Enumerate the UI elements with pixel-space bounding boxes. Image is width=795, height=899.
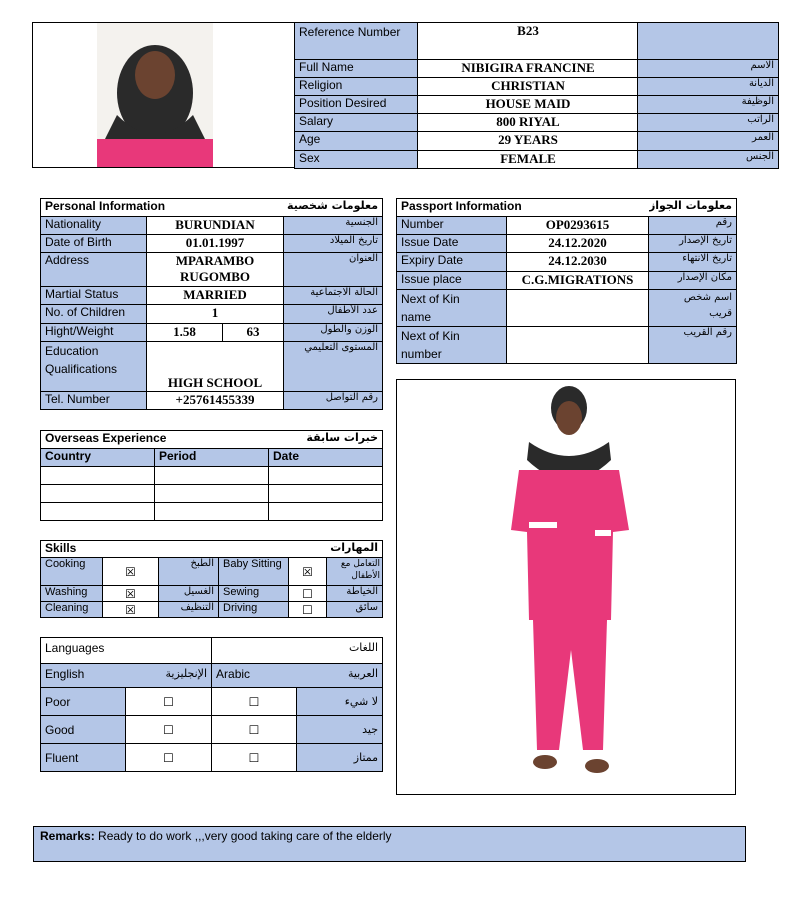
arabic-label-ar: العربية <box>297 664 383 688</box>
address-label: Address <box>41 253 147 287</box>
passport-number-label: Number <box>397 217 507 235</box>
nationality-label-ar: الجنسية <box>284 217 383 235</box>
passport-number-label-ar: رقم <box>649 217 737 235</box>
skill-babysitting-label-ar: التعامل مع الأطفال <box>327 558 383 586</box>
lang-good-label: Good <box>41 716 126 744</box>
tel-value: +25761455339 <box>147 392 284 410</box>
languages-title-ar: اللغات <box>212 638 383 664</box>
children-value: 1 <box>147 305 284 324</box>
skill-sewing-checkbox: ☐ <box>289 586 327 602</box>
religion-label: Religion <box>295 78 418 96</box>
kin-number-label <box>397 327 507 364</box>
overseas-cell <box>41 503 155 521</box>
education-label-ar: المستوى التعليمي <box>284 342 383 392</box>
lang-poor-label: Poor <box>41 688 126 716</box>
english-poor-checkbox: ☐ <box>126 688 212 716</box>
passport-title-ar: معلومات الجواز <box>649 199 737 217</box>
remarks-box <box>33 826 746 862</box>
marital-value: MARRIED <box>147 287 284 305</box>
skill-cooking-label: Cooking <box>41 558 103 586</box>
kin-name-label-ar <box>649 290 737 327</box>
overseas-cell <box>269 503 383 521</box>
salary-label-ar: الراتب <box>638 114 779 132</box>
children-label: No. of Children <box>41 305 147 324</box>
tel-label-ar: رقم التواصل <box>284 392 383 410</box>
skill-sewing-label: Sewing <box>219 586 289 602</box>
overseas-cell <box>41 485 155 503</box>
expiry-date-label: Expiry Date <box>397 253 507 272</box>
passport-title: Passport Information <box>397 199 649 217</box>
skill-washing-label: Washing <box>41 586 103 602</box>
skill-sewing-label-ar: الخياطة <box>327 586 383 602</box>
issue-date-value: 24.12.2020 <box>507 235 649 253</box>
weight-value: 63 <box>223 324 284 342</box>
skill-driving-label: Driving <box>219 602 289 618</box>
expiry-date-value: 24.12.2030 <box>507 253 649 272</box>
overseas-cell <box>155 485 269 503</box>
kin-name-label-line2: name <box>401 310 432 324</box>
nationality-value: BURUNDIAN <box>147 217 284 235</box>
tel-label: Tel. Number <box>41 392 147 410</box>
address-value: MPARAMBO RUGOMBO <box>147 253 284 287</box>
header-photo-frame <box>32 22 294 168</box>
dob-value: 01.01.1997 <box>147 235 284 253</box>
overseas-cell <box>155 467 269 485</box>
overseas-cell <box>155 503 269 521</box>
skills-title: Skills <box>41 541 219 558</box>
overseas-col-date: Date <box>269 449 383 467</box>
kin-number-label-line2: number <box>401 347 442 361</box>
marital-label: Martial Status <box>41 287 147 305</box>
address-label-ar: العنوان <box>284 253 383 287</box>
overseas-title-ar: خبرات سابقة <box>269 431 383 449</box>
lang-fluent-label-ar: ممتاز <box>297 744 383 772</box>
passport-number-value: OP0293615 <box>507 217 649 235</box>
fullname-value: NIBIGIRA FRANCINE <box>418 60 639 78</box>
issue-date-label-ar: تاريخ الإصدار <box>649 235 737 253</box>
kin-name-label-ar-line2: قريب <box>709 308 732 319</box>
marital-label-ar: الحالة الاجتماعية <box>284 287 383 305</box>
overseas-title: Overseas Experience <box>41 431 269 449</box>
kin-name-label-ar-line1: اسم شخص <box>683 292 732 303</box>
height-weight-label-ar: الوزن والطول <box>284 324 383 342</box>
dob-label: Date of Birth <box>41 235 147 253</box>
header-table <box>294 22 639 169</box>
kin-number-label-line1: Next of Kin <box>401 329 460 343</box>
overseas-cell <box>41 467 155 485</box>
remarks-label: Remarks: <box>40 829 95 843</box>
english-good-checkbox: ☐ <box>126 716 212 744</box>
overseas-table <box>40 430 383 521</box>
religion-label-ar: الديانة <box>638 78 779 96</box>
remarks-text: Ready to do work ,,,very good taking care of the elderly <box>94 829 392 843</box>
arabic-label: Arabic <box>212 664 297 688</box>
overseas-cell <box>269 467 383 485</box>
skill-babysitting-checkbox: ☒ <box>289 558 327 586</box>
kin-name-label <box>397 290 507 327</box>
sex-label: Sex <box>295 151 418 169</box>
skill-cleaning-checkbox: ☒ <box>103 602 159 618</box>
kin-number-value <box>507 327 649 364</box>
skills-table <box>40 540 383 618</box>
dob-label-ar: تاريخ الميلاد <box>284 235 383 253</box>
kin-name-label-line1: Next of Kin <box>401 292 460 306</box>
position-label: Position Desired <box>295 96 418 114</box>
english-label: English <box>41 664 126 688</box>
age-value: 29 YEARS <box>418 132 639 151</box>
skill-cleaning-label: Cleaning <box>41 602 103 618</box>
lang-good-label-ar: جيد <box>297 716 383 744</box>
children-label-ar: عدد الأطفال <box>284 305 383 324</box>
fullname-label: Full Name <box>295 60 418 78</box>
overseas-col-country: Country <box>41 449 155 467</box>
skill-driving-label-ar: سائق <box>327 602 383 618</box>
education-label-line1: Education <box>45 344 99 358</box>
skill-cleaning-label-ar: التنظيف <box>159 602 219 618</box>
kin-number-label-ar: رقم القريب <box>649 327 737 364</box>
ref-label: Reference Number <box>295 23 418 60</box>
languages-title: Languages <box>41 638 212 664</box>
skill-cooking-checkbox: ☒ <box>103 558 159 586</box>
portrait-photo <box>97 23 213 167</box>
english-fluent-checkbox: ☐ <box>126 744 212 772</box>
height-value: 1.58 <box>147 324 223 342</box>
salary-value: 800 RIYAL <box>418 114 639 132</box>
education-value: HIGH SCHOOL <box>147 342 284 392</box>
table-row <box>41 467 383 485</box>
lang-fluent-label: Fluent <box>41 744 126 772</box>
skills-title-ar: المهارات <box>219 541 383 558</box>
languages-table <box>40 637 383 772</box>
sex-label-ar: الجنس <box>638 151 779 169</box>
religion-value: CHRISTIAN <box>418 78 639 96</box>
issue-date-label: Issue Date <box>397 235 507 253</box>
fullname-label-ar: الاسم <box>638 60 779 78</box>
age-label-ar: العمر <box>638 132 779 151</box>
position-label-ar: الوظيفة <box>638 96 779 114</box>
table-row <box>41 503 383 521</box>
arabic-good-checkbox: ☐ <box>212 716 297 744</box>
passport-info-table <box>396 198 737 364</box>
arabic-fluent-checkbox: ☐ <box>212 744 297 772</box>
nationality-label: Nationality <box>41 217 147 235</box>
personal-title-ar: معلومات شخصية <box>223 199 383 217</box>
age-label: Age <box>295 132 418 151</box>
issue-place-label: Issue place <box>397 272 507 290</box>
height-weight-label: Hight/Weight <box>41 324 147 342</box>
education-label-line2: Qualifications <box>45 362 118 376</box>
ref-value: B23 <box>418 23 639 60</box>
salary-label: Salary <box>295 114 418 132</box>
overseas-cell <box>269 485 383 503</box>
table-row <box>41 485 383 503</box>
education-label <box>41 342 147 392</box>
sex-value: FEMALE <box>418 151 639 169</box>
personal-title: Personal Information <box>41 199 223 217</box>
position-value: HOUSE MAID <box>418 96 639 114</box>
header-arabic-table <box>637 22 779 169</box>
personal-info-table <box>40 198 383 410</box>
overseas-col-period: Period <box>155 449 269 467</box>
skill-washing-label-ar: الغسيل <box>159 586 219 602</box>
lang-poor-label-ar: لا شيء <box>297 688 383 716</box>
skill-washing-checkbox: ☒ <box>103 586 159 602</box>
full-body-photo-frame <box>396 379 736 795</box>
english-label-ar: الإنجليزية <box>126 664 212 688</box>
arabic-poor-checkbox: ☐ <box>212 688 297 716</box>
full-body-photo <box>397 380 735 794</box>
skill-babysitting-label: Baby Sitting <box>219 558 289 586</box>
issue-place-value: C.G.MIGRATIONS <box>507 272 649 290</box>
ref-label-ar <box>638 23 779 60</box>
expiry-date-label-ar: تاريخ الانتهاء <box>649 253 737 272</box>
kin-name-value <box>507 290 649 327</box>
skill-cooking-label-ar: الطبخ <box>159 558 219 586</box>
skill-driving-checkbox: ☐ <box>289 602 327 618</box>
issue-place-label-ar: مكان الإصدار <box>649 272 737 290</box>
